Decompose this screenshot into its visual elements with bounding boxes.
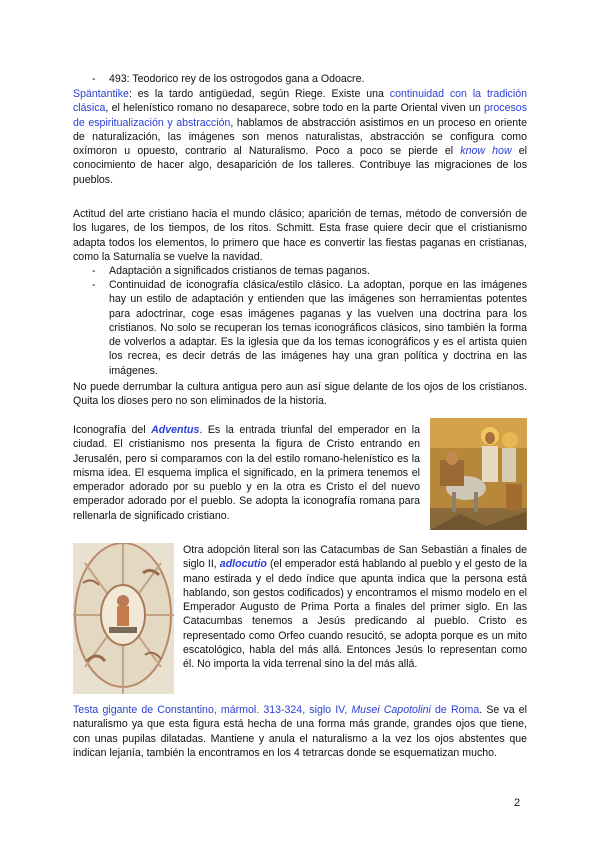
- p5-text-c: (el emperador está hablando al pueblo y el gesto de la mano estirada y el dedo índice que apunta indica que la persona está hablando, son gestos codificados) y encontramos el mismo modelo en el Emperador Augusto de Prima Porta a finales del primer siglo. En las Catacumbas tenemos a Jesús predicando al pueblo. Cristo es representado como Orfeo cuando resucitó, se adopta porque es un mito escatológico, habla del más allá. Entonces Jesús lo representan como él. No importa la vida terrenal sino la del más allá.: [183, 558, 527, 671]
- paragraph-derrumbar: No puede derrumbar la cultura antigua pero aun así sigue delante de los ojos de los cristianos. Quita los dioses pero no son eliminados de la historia.: [73, 381, 527, 408]
- term-roma: de Roma: [430, 704, 480, 716]
- term-musei: Musei Capotolini: [351, 704, 431, 716]
- p1-text-f: , hablamos de abstracción asistimos en un proceso en oriente de naturalización, las imágenes son menos naturalistas, abstracción se configura como oxímoron u opuesto, contrario al Naturalismo. Poco a poco se pierde el: [73, 116, 527, 158]
- adventus-mosaic-image: [430, 418, 527, 530]
- term-procesos: procesos de espiritualización y abstracción: [73, 102, 527, 129]
- p1-text-d: , el helenístico romano no desaparece, sobre todo en la parte Oriental viven un: [105, 102, 484, 115]
- p5-text-a: Otra adopción literal son las Catacumbas de San Sebastián a finales de siglo II,: [183, 544, 527, 571]
- catacomb-illustration: [73, 543, 174, 694]
- bullet-dash: -: [92, 279, 96, 291]
- bullet-dash: -: [92, 73, 96, 85]
- paragraph-constantino: [73, 703, 527, 760]
- bullet-dash: -: [92, 265, 96, 277]
- term-adventus: Adventus: [151, 424, 200, 436]
- mosaic-illustration: [430, 418, 527, 530]
- intro-bullet: 493: Teodorico rey de los ostrogodos gana a Odoacre.: [109, 73, 365, 85]
- term-spatantike: Späntantike: [73, 88, 129, 100]
- p4-text-a: Iconografía del: [73, 424, 152, 436]
- paragraph-actitud: Actitud del arte cristiano hacia el mundo clásico; aparición de temas, método de conversión de los lugares, de los tiempos, de los ritos. Schmitt. Esta frase quiere decir que el cristianismo adapta todos los elementos, lo primero que hace es convertir las fiestas paganas en cristianas, como la Saturnalia se vuelve la navidad.: [73, 208, 527, 263]
- term-continuidad: continuidad con la tradición clásica: [73, 88, 527, 115]
- p1-text-b: : es la tardo antigüedad, según Riege. Existe una: [128, 88, 390, 100]
- list-item: Continuidad de iconografía clásica/estilo clásico. La adoptan, porque en las imágenes hay un estilo de adaptación y entienden que las imágenes son herramientas potentes para adoctrinar, coge esas imágenes paganas y las vuelven una doctrina para los cristianos. No solo se recuperan los temas iconográficos clásicos, sino también la forma de volverlos a adaptar. Es la iglesia que da los temas iconográficos y es el artista quien los recrea, es decir detrás de las imágenes hay una gran política y doctrina en las imágenes.: [109, 279, 527, 377]
- page-number: 2: [514, 797, 521, 809]
- catacomb-orpheus-image: [73, 543, 174, 694]
- term-testa-constantino: Testa gigante de Constantino, mármol. 313-324, siglo IV,: [73, 704, 352, 716]
- p6-text-d: . Se va el naturalismo ya que esta figura está hecha de una forma más grande, grandes ojos que tiene, con unas pupilas dilatadas. Mantiene y anula el naturalismo a la vez los ojos abstentes que indican lejanía, también la encontramos en los 4 tetrarcas donde se esquematizan mucho.: [73, 704, 528, 759]
- p1-text-h: el conocimiento de hacer algo, desaparición de los talleres. Contribuye las migraciones de los pueblos.: [73, 145, 527, 186]
- paragraph-adventus: [73, 423, 420, 523]
- p4-text-c: . Es la entrada triunfal del emperador en la ciudad. El cristianismo nos presenta la figura de Cristo entrando en Jerusalén, pero si comparamos con la del estilo romano-helenístico es la misma idea. El esquema implica el significado, en la primera tenemos el emperador adorado por su pueblo y en la otra es Cristo el del nuevo emperador adorado por el pueblo. Se adopta la iconografía romana para rellenarla de significado cristiano.: [73, 424, 420, 522]
- list-item: Adaptación a significados cristianos de temas paganos.: [109, 265, 370, 277]
- term-know-how: know how: [460, 145, 512, 158]
- term-adlocutio: adlocutio: [219, 558, 267, 571]
- paragraph-catacumbas: [183, 543, 527, 672]
- paragraph-spatantike: [73, 87, 527, 187]
